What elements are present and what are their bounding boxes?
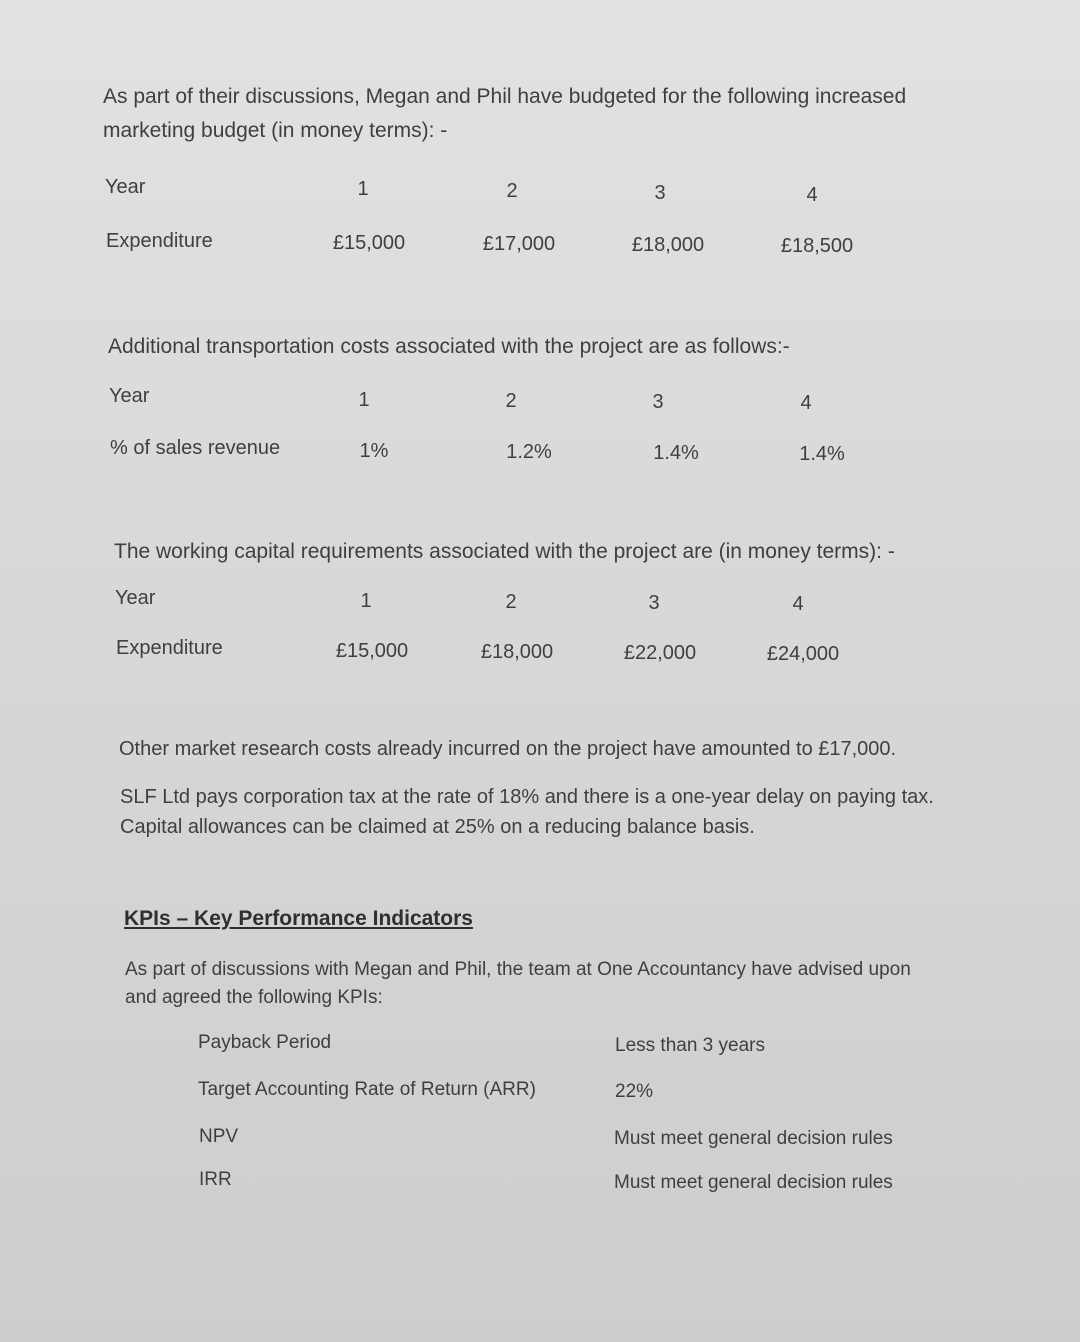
marketing-value-3: £18,000 [631, 234, 705, 256]
marketing-value-4: £18,500 [780, 235, 854, 257]
kpi-heading: KPIs – Key Performance Indicators [124, 907, 473, 930]
wc-value-3: £22,000 [623, 642, 697, 664]
transport-value-4: 1.4% [799, 443, 845, 465]
marketing-year-4: 4 [806, 184, 818, 206]
transport-value-1: 1% [359, 440, 389, 462]
tax-note-line-1: SLF Ltd pays corporation tax at the rate of 18% and there is a one-year delay on paying tax. [120, 786, 934, 808]
transport-year-4: 4 [800, 392, 812, 414]
wc-year-label: Year [115, 587, 156, 609]
tax-note-line-2: Capital allowances can be claimed at 25% on a reducing balance basis. [120, 816, 755, 838]
wc-value-1: £15,000 [335, 640, 409, 662]
intro-paragraph [103, 80, 906, 148]
kpi-value-payback: Less than 3 years [615, 1035, 765, 1056]
intro-line-1: As part of their discussions, Megan and Phil have budgeted for the following increased [103, 85, 907, 108]
market-research-note: Other market research costs already incurred on the project have amounted to £17,000. [119, 738, 897, 760]
wc-year-2: 2 [505, 591, 517, 613]
marketing-year-1: 1 [357, 178, 369, 200]
kpi-value-irr: Must meet general decision rules [614, 1172, 893, 1193]
transport-sales-label: % of sales revenue [110, 437, 281, 459]
marketing-expenditure-label: Expenditure [106, 230, 213, 252]
marketing-value-2: £17,000 [482, 233, 556, 255]
transport-year-1: 1 [358, 389, 370, 411]
wc-year-1: 1 [360, 590, 372, 612]
transport-intro: Additional transportation costs associated with the project are as follows:- [108, 335, 790, 358]
wc-expenditure-label: Expenditure [116, 637, 223, 659]
marketing-value-1: £15,000 [332, 232, 406, 254]
transport-value-2: 1.2% [506, 441, 552, 463]
wc-value-2: £18,000 [480, 641, 554, 663]
marketing-year-label: Year [105, 176, 146, 198]
kpi-label-arr: Target Accounting Rate of Return (ARR) [198, 1079, 536, 1100]
wc-year-4: 4 [792, 593, 804, 615]
kpi-value-arr: 22% [615, 1081, 654, 1102]
marketing-year-3: 3 [654, 182, 666, 204]
kpi-intro-line-2: and agreed the following KPIs: [125, 987, 383, 1008]
kpi-intro-line-1: As part of discussions with Megan and Phil, the team at One Accountancy have advised upon [125, 959, 911, 980]
transport-value-3: 1.4% [653, 442, 699, 464]
transport-year-label: Year [109, 385, 150, 407]
marketing-year-2: 2 [506, 180, 518, 202]
tax-note [120, 782, 934, 842]
wc-year-3: 3 [648, 592, 660, 614]
wc-value-4: £24,000 [766, 643, 840, 665]
kpi-label-payback: Payback Period [198, 1032, 332, 1053]
intro-line-2: marketing budget (in money terms): - [103, 119, 448, 142]
kpi-value-npv: Must meet general decision rules [614, 1128, 893, 1149]
kpi-intro [125, 956, 911, 1012]
transport-year-3: 3 [652, 391, 664, 413]
transport-year-2: 2 [505, 390, 517, 412]
kpi-label-irr: IRR [199, 1169, 232, 1190]
working-capital-intro: The working capital requirements associated with the project are (in money terms): - [114, 540, 895, 563]
kpi-label-npv: NPV [199, 1126, 239, 1147]
